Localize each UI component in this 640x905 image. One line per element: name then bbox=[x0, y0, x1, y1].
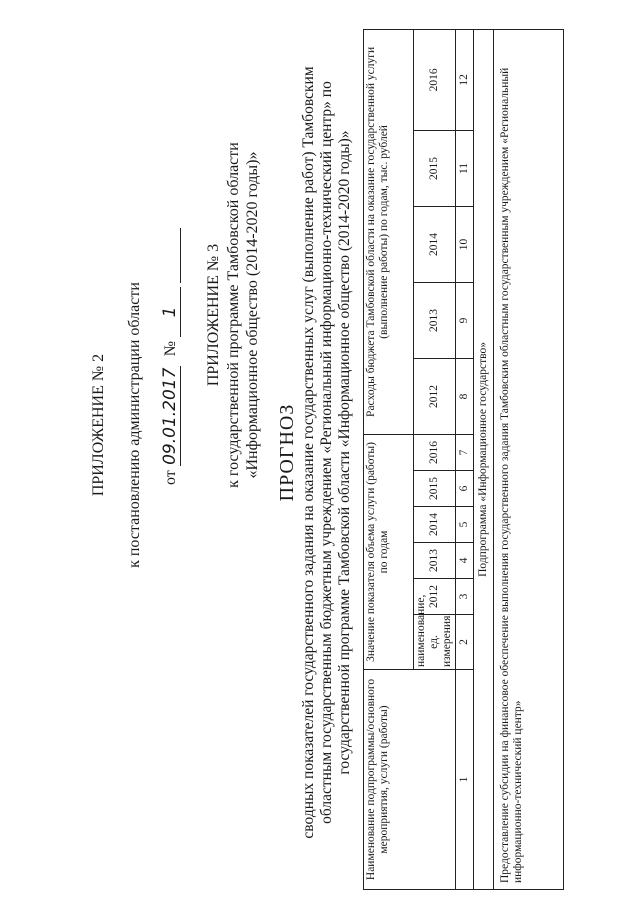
column-number: 12 bbox=[456, 29, 474, 130]
subprogram-row: Подпрограмма «Информационное государство» bbox=[474, 29, 494, 889]
appendix-2-date-line bbox=[160, 155, 181, 485]
subtitle-line-1: сводных показателей государственного задания на оказание государственных услуг (выполнение работ) Тамбовским bbox=[300, 66, 317, 839]
appendix-3-line2: «Информационное общество (2014-2020 годы)» bbox=[244, 151, 261, 479]
handwritten-date: 09.01.2017 bbox=[160, 367, 180, 465]
column-number: 4 bbox=[456, 543, 474, 579]
column-number: 7 bbox=[456, 434, 474, 470]
year-cell: 2013 bbox=[414, 282, 456, 358]
year-cell: 2014 bbox=[414, 206, 456, 282]
appendix-3-line1: к государственной программе Тамбовской области bbox=[225, 142, 242, 488]
handwritten-number: 1 bbox=[160, 287, 181, 337]
from-label: от bbox=[162, 470, 179, 485]
year-cell: 2015 bbox=[414, 130, 456, 206]
year-cell: 2012 bbox=[414, 579, 456, 615]
year-cell: 2012 bbox=[414, 358, 456, 434]
column-number: 11 bbox=[456, 130, 474, 206]
number-label: № bbox=[162, 340, 179, 357]
forecast-table bbox=[363, 29, 564, 890]
column-number: 2 bbox=[456, 615, 474, 670]
column-number: 5 bbox=[456, 507, 474, 543]
header-volume: Значение показателя объема услуги (работы) по годам bbox=[364, 434, 414, 669]
column-number: 9 bbox=[456, 282, 474, 358]
year-cell: 2016 bbox=[414, 29, 456, 130]
appendix-3-title: ПРИЛОЖЕНИЕ № 3 bbox=[205, 243, 222, 387]
subtitle-line-2: областным государственным бюджетным учреждением «Региональный информационно-технический центр» по bbox=[318, 81, 335, 824]
year-cell: 2014 bbox=[414, 507, 456, 543]
column-number: 10 bbox=[456, 206, 474, 282]
subtitle-line-3: государственной программе Тамбовской области «Информационное общество (2014-2020 годы)» bbox=[336, 130, 353, 775]
column-number: 1 bbox=[456, 670, 474, 890]
document-title: ПРОГНОЗ bbox=[276, 403, 298, 502]
header-unit: наименование, ед. измерения bbox=[414, 615, 456, 670]
service-row: Предоставление субсидии на финансовое обеспечение выполнения государственного задания Тамбовским областным государственным учреждением «Региональный информационно-технический центр» bbox=[494, 29, 564, 889]
year-cell: 2016 bbox=[414, 434, 456, 470]
column-number: 8 bbox=[456, 358, 474, 434]
appendix-2-line: к постановлению администрации области bbox=[126, 282, 143, 568]
year-cell: 2015 bbox=[414, 471, 456, 507]
header-expenses: Расходы бюджета Тамбовской области на оказание государственной услуги (выполнение работы) по годам, тыс. рублей bbox=[364, 29, 414, 434]
document-subtitle bbox=[300, 40, 354, 865]
column-number: 3 bbox=[456, 579, 474, 615]
header-name-col: Наименование подпрограммы/основного мероприятия, услуги (работы) bbox=[364, 670, 456, 890]
year-cell: 2013 bbox=[414, 543, 456, 579]
appendix-2-title: ПРИЛОЖЕНИЕ № 2 bbox=[90, 353, 107, 497]
column-number: 6 bbox=[456, 471, 474, 507]
